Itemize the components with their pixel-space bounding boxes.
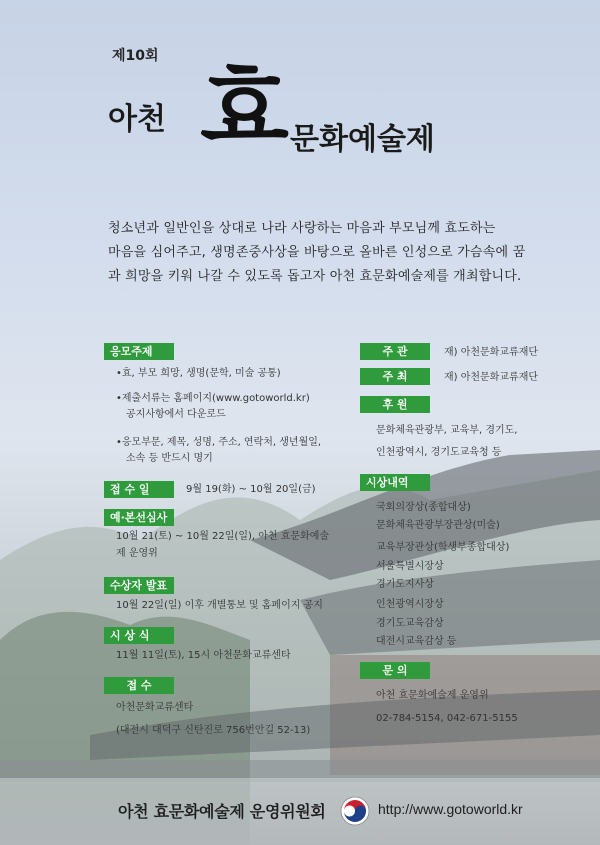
screening-line: 제 운영위	[116, 548, 158, 559]
intro-line: 마음을 심어주고, 생명존중사상을 바탕으로 올바른 인성으로 가슴속에 꿈	[108, 245, 526, 260]
submit-line: 아천문화교류센타	[116, 702, 194, 713]
award-item: 경기도교육감상	[376, 618, 444, 629]
award-item: 인천광역시장상	[376, 599, 444, 610]
sponsor-tag: 후 원	[360, 396, 430, 413]
footer-url-link[interactable]: http://www.gotoworld.kr	[378, 801, 523, 817]
intro-line: 과 희망을 키워 나갈 수 있도록 돕고자 아천 효문화예술제를 개최합니다.	[108, 269, 522, 284]
theme-tag: 응모주제	[104, 343, 174, 360]
organizer-text: 재) 아천문화교류재단	[444, 372, 539, 383]
award-item: 교육부장관상(학생부종합대상)	[376, 542, 510, 553]
winners-text: 10월 22일(일) 이후 개별통보 및 홈페이지 공지	[116, 600, 323, 611]
receipt-date-text: 9월 19(화) ~ 10월 20일(금)	[186, 484, 316, 495]
award-item: 대전시교육감상 등	[376, 636, 457, 647]
award-item: 경기도지사상	[376, 579, 434, 590]
fields-line: •응모부문, 제목, 성명, 주소, 연락처, 생년월일,	[116, 437, 322, 448]
organizer-tag: 주 최	[360, 368, 430, 385]
screening-line: 10월 21(토) ~ 10월 22일(일), 아천 효문화예술	[116, 531, 330, 542]
docs-line: •제출서류는 홈페이지(www.gotoworld.kr)	[116, 393, 310, 404]
screening-tag: 예·본선심사	[104, 509, 174, 526]
title-big-char: 효	[200, 54, 285, 162]
host-tag: 주 관	[360, 343, 430, 360]
award-item: 문화체육관광부장관상(미술)	[376, 520, 500, 531]
awards-tag: 시상내역	[360, 474, 430, 491]
sponsor-line: 인천광역시, 경기도교육청 등	[376, 447, 502, 458]
intro-line: 청소년과 일반인을 상대로 나라 사랑하는 마음과 부모님께 효도하는	[108, 221, 496, 236]
contact-tag: 문 의	[360, 662, 430, 679]
award-item: 서울특별시장상	[376, 561, 444, 572]
submit-line: (대전시 대덕구 신탄진로 756번안길 52-13)	[116, 725, 311, 736]
taegeuk-logo-icon	[340, 796, 370, 826]
fields-line: 소속 등 반드시 명기	[126, 453, 213, 464]
award-item: 국회의장상(종합대상)	[376, 502, 471, 513]
contact-line: 아천 효문화예술제 운영위	[376, 690, 489, 701]
sponsor-line: 문화체육관광부, 교육부, 경기도,	[376, 425, 518, 436]
host-text: 재) 아천문화교류재단	[444, 347, 539, 358]
theme-line: •효, 부모 희망, 생명(문학, 미술 공통)	[116, 368, 281, 379]
intro-paragraph	[108, 217, 548, 289]
ceremony-tag: 시 상 식	[104, 627, 174, 644]
contact-line: 02-784-5154, 042-671-5155	[376, 713, 518, 724]
title-part1: 아천	[108, 102, 166, 137]
title-part2: 문화예술제	[290, 122, 435, 157]
docs-line: 공지사항에서 다운로드	[126, 409, 226, 420]
receipt-date-tag: 접 수 일	[104, 481, 174, 498]
edition-label: 제10회	[112, 48, 159, 64]
submit-tag: 접 수	[104, 677, 174, 694]
ceremony-text: 11월 11일(토), 15시 아천문화교류센타	[116, 650, 291, 661]
winners-tag: 수상자 발표	[104, 577, 174, 594]
footer-organizer: 아천 효문화예술제 운영위원회	[118, 802, 326, 821]
